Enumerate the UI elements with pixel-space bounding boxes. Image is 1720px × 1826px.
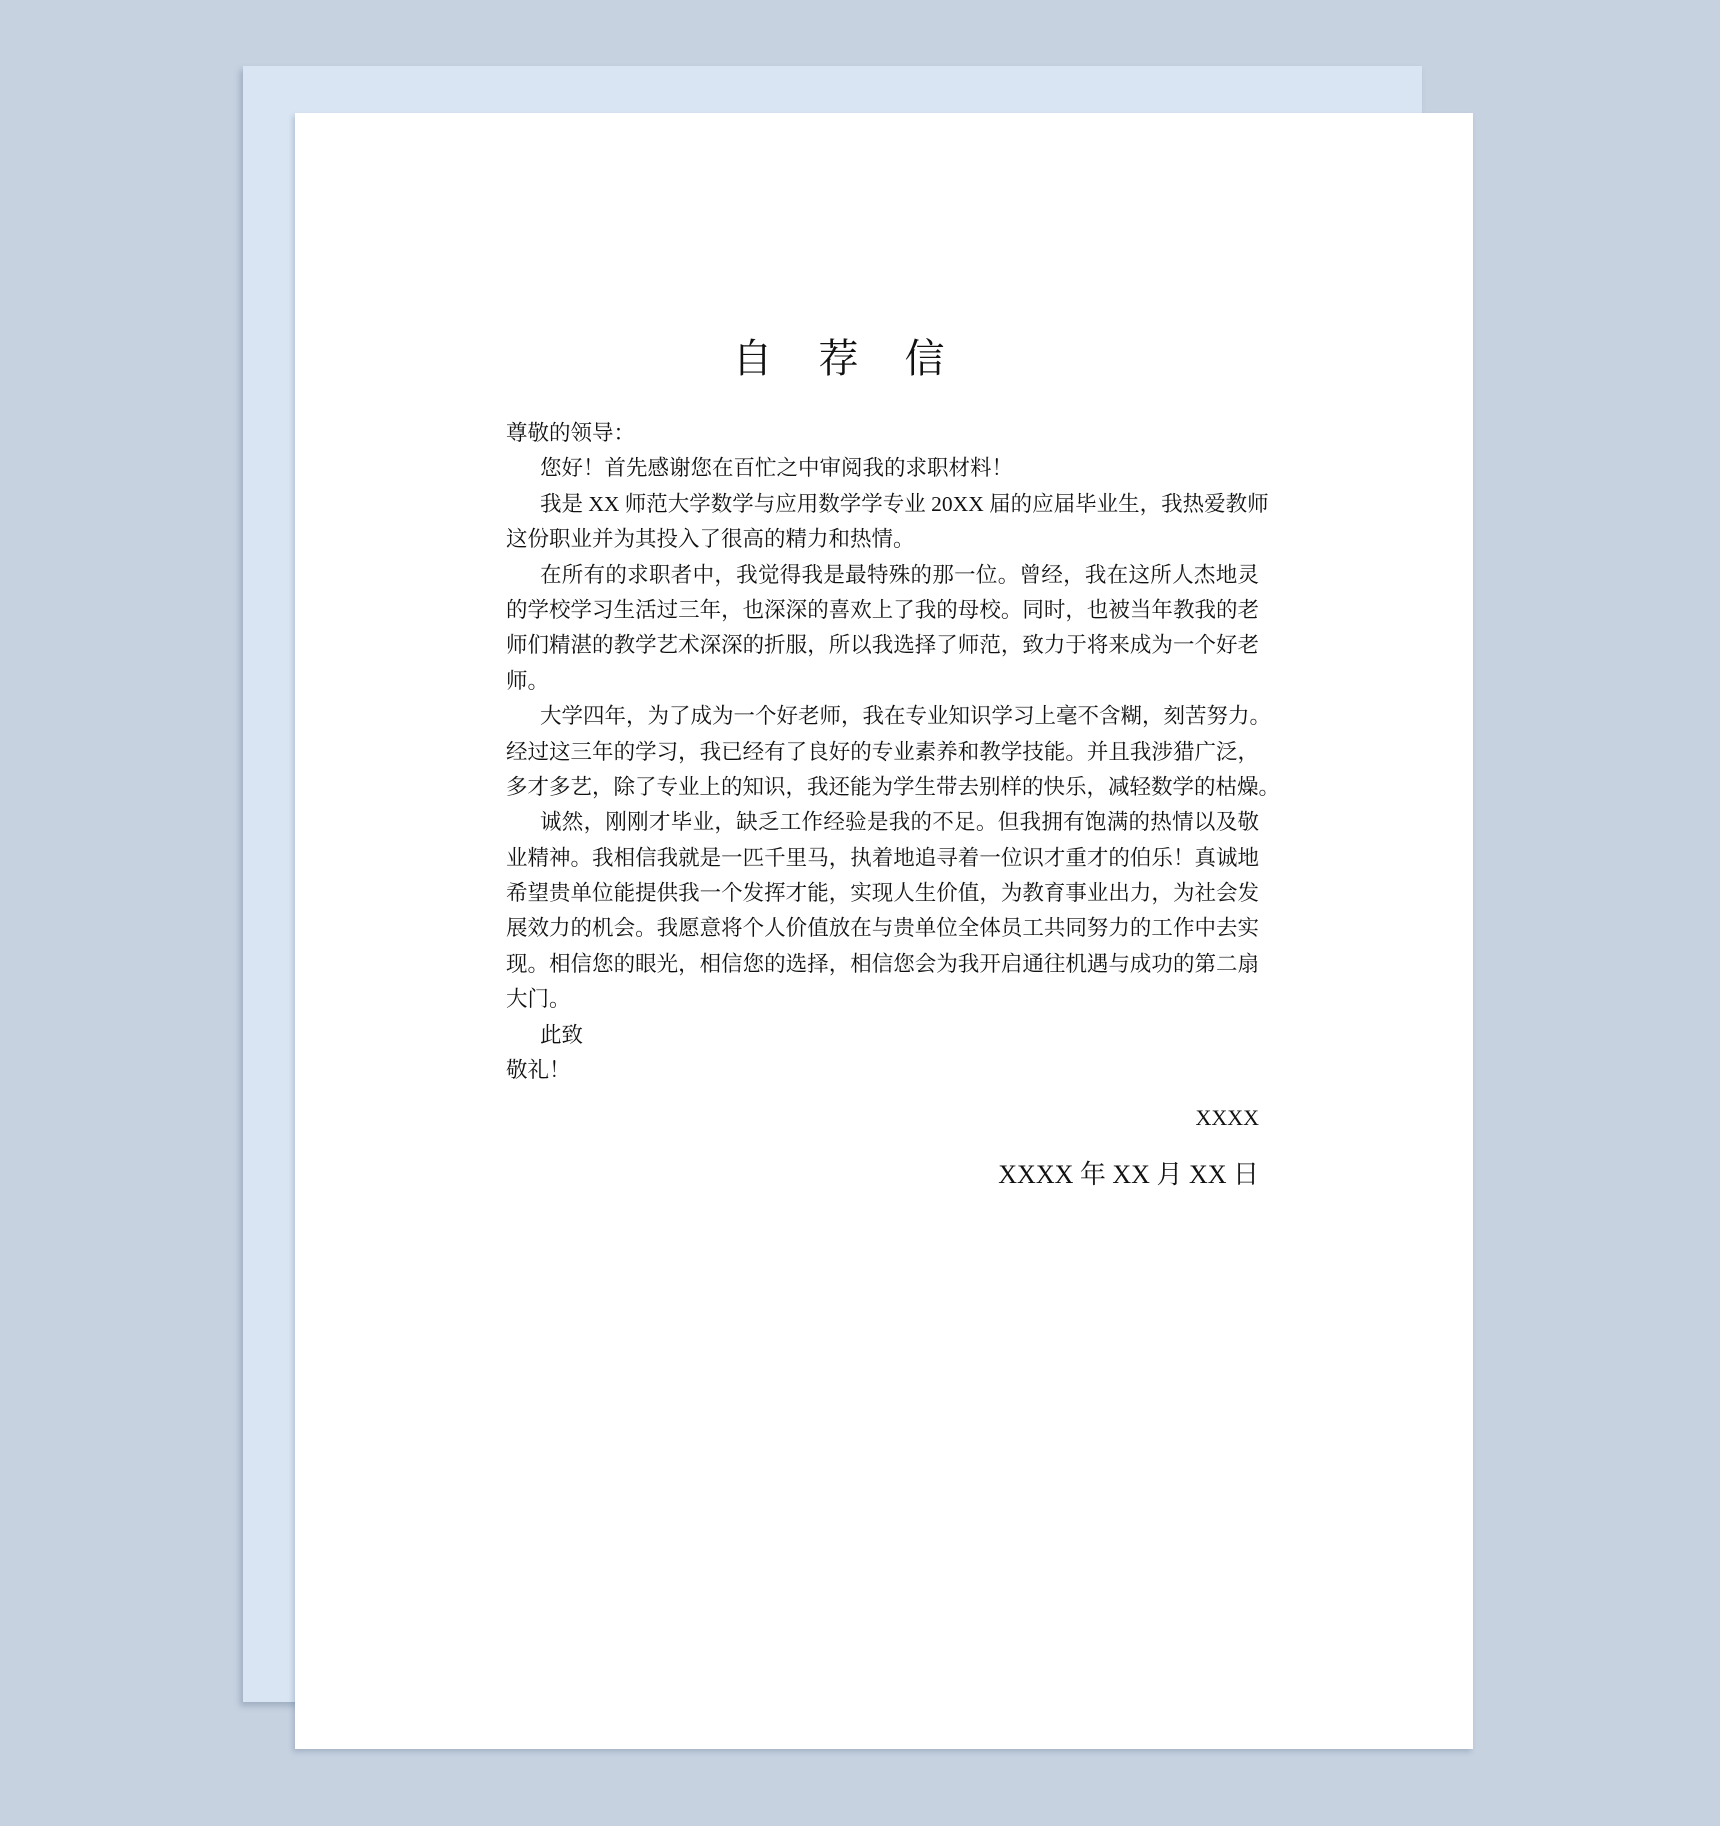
closing-line-1: 此致 xyxy=(540,1022,584,1047)
paragraph-line: 多才多艺，除了专业上的知识，我还能为学生带去别样的快乐，减轻数学的枯燥。 xyxy=(506,774,1281,799)
paragraph-line: 的学校学习生活过三年，也深深的喜欢上了我的母校。同时，也被当年教我的老 xyxy=(506,597,1259,622)
paragraph-line: 诚然，刚刚才毕业，缺乏工作经验是我的不足。但我拥有饱满的热情以及敬 xyxy=(540,810,1259,835)
paragraph-line: 您好！首先感谢您在百忙之中审阅我的求职材料！ xyxy=(540,456,1014,481)
letter-body xyxy=(506,416,1281,1088)
paragraph-line: 在所有的求职者中，我觉得我是最特殊的那一位。曾经，我在这所人杰地灵 xyxy=(540,562,1259,587)
paragraph-line: 希望贵单位能提供我一个发挥才能，实现人生价值，为教育事业出力，为社会发 xyxy=(506,881,1259,906)
paragraph-line: 业精神。我相信我就是一匹千里马，执着地追寻着一位识才重才的伯乐！真诚地 xyxy=(506,845,1259,870)
paragraph-line: 我是 XX 师范大学数学与应用数学学专业 20XX 届的应届毕业生，我热爱教师 xyxy=(540,491,1269,516)
paragraph-line: 大门。 xyxy=(506,987,571,1012)
paragraph-line: 师们精湛的教学艺术深深的折服，所以我选择了师范，致力于将来成为一个好老 xyxy=(506,633,1259,658)
paragraph-line: 这份职业并为其投入了很高的精力和热情。 xyxy=(506,527,915,552)
paragraph-line: 展效力的机会。我愿意将个人价值放在与贵单位全体员工共同努力的工作中去实 xyxy=(506,916,1259,941)
paragraph-line: 现。相信您的眼光，相信您的选择，相信您会为我开启通往机遇与成功的第二扇 xyxy=(506,951,1259,976)
closing-line-2: 敬礼！ xyxy=(506,1058,571,1083)
letter-title: 自 荐 信 xyxy=(732,336,963,381)
letter-date: XXXX 年 XX 月 XX 日 xyxy=(998,1160,1259,1189)
paragraph-line: 大学四年，为了成为一个好老师，我在专业知识学习上毫不含糊，刻苦努力。 xyxy=(540,704,1272,729)
paragraph-line: 经过这三年的学习，我已经有了良好的专业素养和教学技能。并且我涉猎广泛， xyxy=(506,739,1259,764)
salutation: 尊敬的领导： xyxy=(506,421,636,445)
signature: XXXX xyxy=(1195,1105,1259,1130)
paragraph-line: 师。 xyxy=(506,668,550,693)
